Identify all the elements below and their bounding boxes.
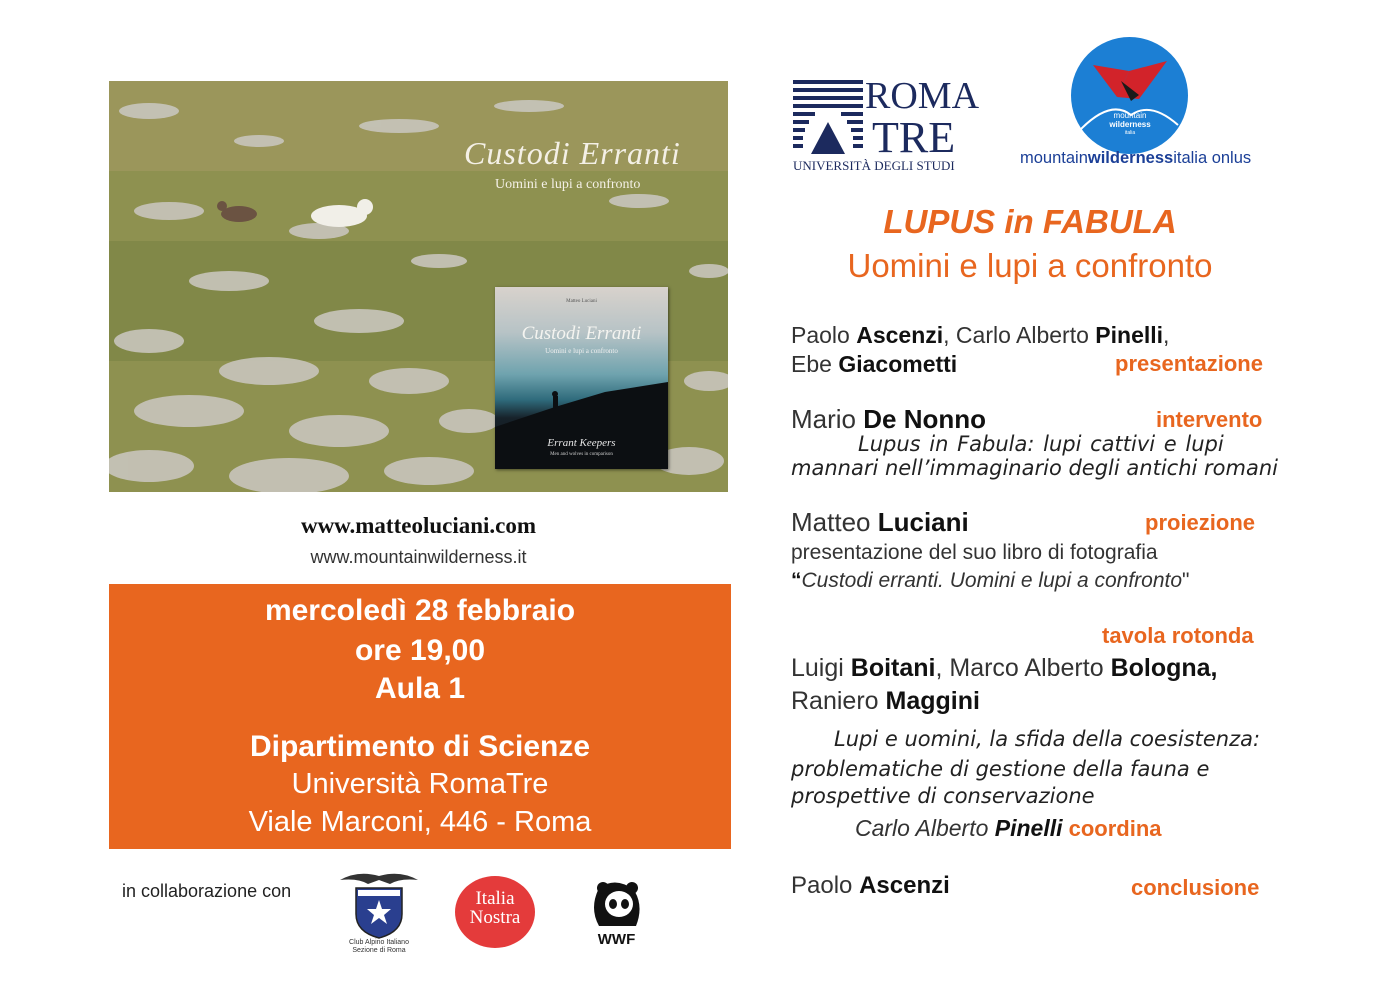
event-info-box [109, 584, 731, 849]
quote-mark: " [1182, 569, 1190, 592]
role-presentazione: presentazione [1115, 351, 1263, 376]
book-cover-english-subtitle: Men and wolves in comparison [550, 452, 613, 457]
proiezione-description: presentazione del suo libro di fotografia [791, 541, 1158, 564]
roundtable-topic-line2: problematiche di gestione della fauna e [791, 757, 1210, 781]
book-title-quote [791, 569, 1190, 593]
mountain-wilderness-logo [1071, 37, 1188, 154]
cai-line1: Club Alpino Italiano [349, 939, 409, 946]
speaker-last: Ascenzi [859, 872, 950, 899]
role-conclusione: conclusione [1131, 875, 1260, 900]
italia-nostra-line1: Italia [475, 888, 515, 909]
book-cover-english-title: Errant Keepers [547, 437, 616, 449]
universita-text: UNIVERSITÀ DEGLI STUDI [793, 158, 955, 173]
mw-small-2: wilderness [1109, 120, 1151, 129]
book-cover-title: Custodi Erranti [521, 323, 642, 344]
speaker-first: Raniero [791, 687, 886, 715]
roundtable-speakers-line1 [791, 654, 1218, 683]
event-time: ore 19,00 [354, 634, 486, 667]
mw-text-b: wilderness [1087, 149, 1174, 167]
speakers-presentazione-line2 [791, 351, 957, 378]
italia-nostra-line2: Nostra [469, 907, 521, 928]
role-coordina: coordina [1062, 816, 1162, 841]
tre-text: TRE [872, 113, 956, 162]
mountain-wilderness-text [1020, 149, 1251, 168]
role-proiezione: proiezione [1145, 510, 1256, 535]
speaker-conclusione [791, 872, 950, 900]
speaker-last: Giacometti [838, 351, 958, 377]
website-secondary[interactable]: www.mountainwilderness.it [310, 547, 527, 567]
mw-small-1: mountain [1113, 111, 1147, 120]
roundtable-topic-line1: Lupi e uomini, la sfida della coesistenza: [834, 727, 1261, 751]
book-title: Custodi erranti. Uomini e lupi a confronto [801, 569, 1183, 592]
wwf-label: WWF [597, 931, 636, 948]
speaker-last: Maggini [885, 687, 980, 715]
separator: , [1163, 322, 1170, 348]
speaker-proiezione [791, 507, 969, 538]
speaker-first: Luigi [791, 654, 851, 682]
photo-title: Custodi Erranti [464, 135, 681, 171]
speaker-first: Paolo [791, 322, 857, 348]
speaker-first: Mario [791, 404, 864, 434]
speakers-presentazione-line1 [791, 322, 1169, 349]
quote-mark: “ [791, 569, 802, 592]
talk-title-line2: mannari nell’immaginario degli antichi romani [791, 456, 1278, 480]
speaker-first: Ebe [791, 351, 839, 377]
cover-photo [109, 81, 728, 492]
collab-label: in collaborazione con [122, 881, 292, 901]
speaker-last: Ascenzi [856, 322, 944, 348]
role-intervento: intervento [1156, 407, 1263, 432]
speaker-first: Matteo [791, 507, 878, 537]
speaker-last: Pinelli [1095, 322, 1164, 348]
cai-line2: Sezione di Roma [352, 947, 406, 954]
speaker-intervento [791, 404, 986, 435]
talk-title-line1: Lupus in Fabula: lupi cattivi e lupi [858, 432, 1224, 456]
mw-small-3: italia [1124, 130, 1136, 136]
speaker-last: Pinelli [994, 815, 1063, 841]
roundtable-topic-line3: prospettive di conservazione [791, 784, 1095, 808]
website-primary[interactable]: www.matteoluciani.com [300, 513, 537, 538]
program-subtitle: Uomini e lupi a confronto [847, 247, 1213, 284]
speaker-last: Boitani [850, 654, 936, 682]
event-address: Viale Marconi, 446 - Roma [248, 806, 592, 838]
speaker-first: , Marco Alberto [935, 654, 1111, 682]
event-university: Università RomaTre [291, 768, 549, 800]
italia-nostra-logo [455, 876, 535, 948]
event-date: mercoledì 28 febbraio [264, 594, 576, 627]
event-department: Dipartimento di Scienze [249, 730, 591, 763]
speaker-first: , Carlo Alberto [943, 322, 1096, 348]
roma-text: ROMA [865, 75, 980, 117]
speaker-last: Luciani [877, 507, 969, 537]
program-title: LUPUS in FABULA [883, 203, 1177, 240]
mw-text-a: mountain [1020, 149, 1088, 167]
photo-subtitle: Uomini e lupi a confronto [495, 177, 641, 192]
role-tavola-rotonda: tavola rotonda [1102, 623, 1254, 648]
speaker-last: Bologna, [1110, 654, 1218, 682]
speaker-last: De Nonno [863, 404, 987, 434]
speaker-first: Paolo [791, 872, 860, 899]
speaker-first: Carlo Alberto [855, 815, 995, 841]
book-cover-author: Matteo Luciani [566, 299, 597, 304]
book-cover-subtitle: Uomini e lupi a confronto [545, 347, 618, 355]
mw-text-c: italia onlus [1173, 149, 1252, 167]
roundtable-speakers-line2 [791, 687, 980, 716]
event-room: Aula 1 [374, 672, 466, 705]
book-cover [495, 287, 668, 469]
roundtable-coordinator [855, 815, 1162, 842]
